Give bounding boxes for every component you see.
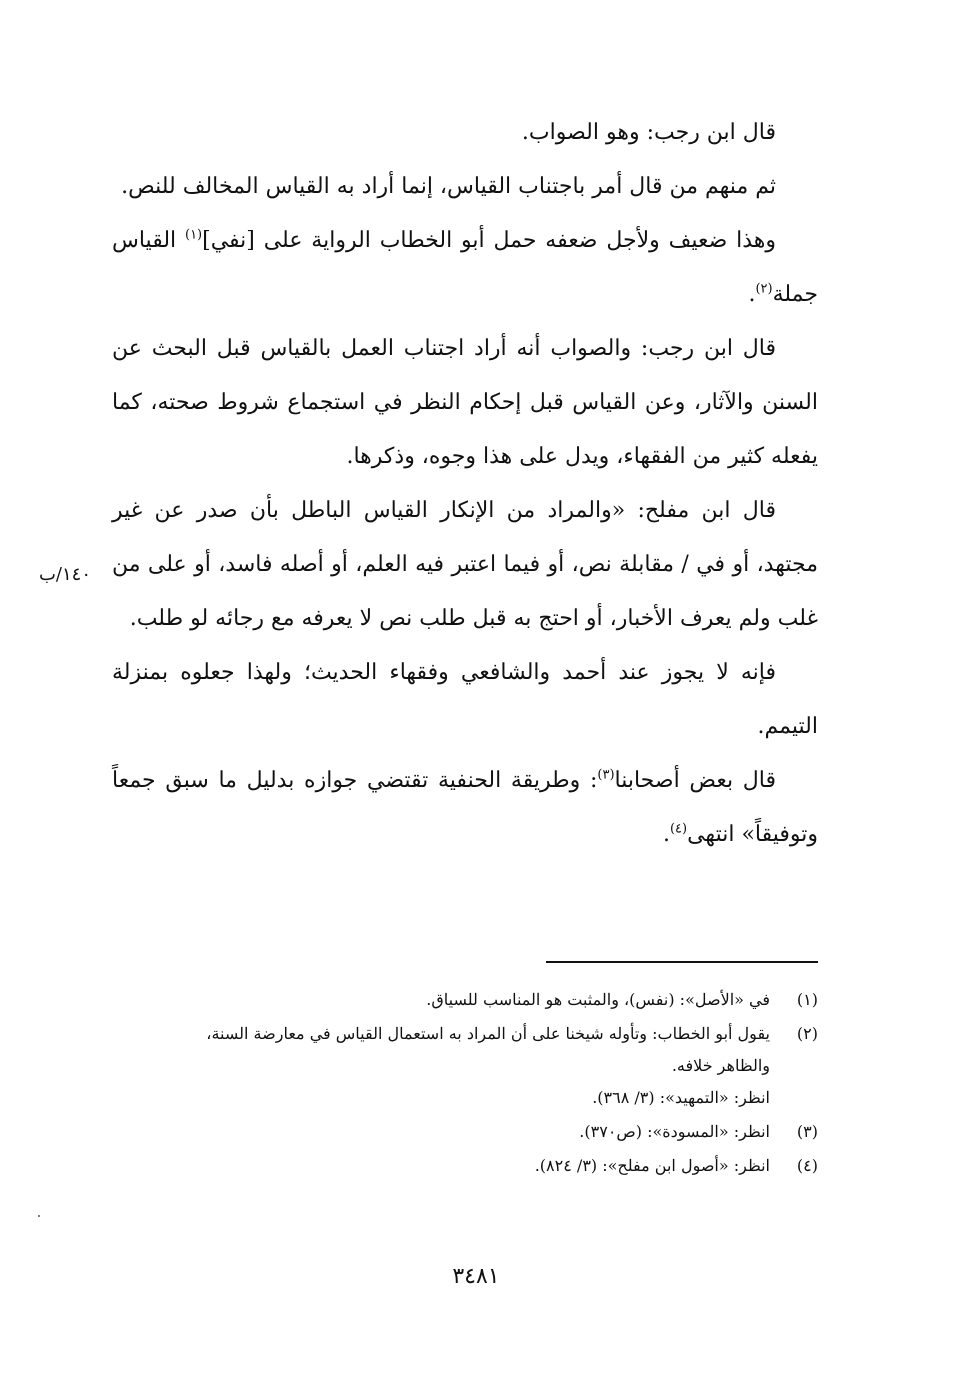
footnote-marker: (٢): [755, 281, 773, 297]
paragraph-text: قال ابن مفلح: «والمراد من الإنكار القياس الباطل بأن صدر عن غير مجتهد، أو في / مقابلة نص، أو فيما اعتبر فيه العلم، أو أصله فاسد، أو على من غلب ولم يعرف الأخبار، أو احتج به قبل طلب نص لا يعرفه مع رجائه لو طلب.: [112, 498, 818, 631]
footnote-line: في «الأصل»: (نفس)، والمثبت هو المناسب للسياق.: [426, 990, 770, 1009]
paragraph-6: [112, 646, 818, 754]
footnote-3: [112, 1116, 818, 1148]
footnote-number: (٢): [796, 1024, 818, 1043]
paragraph-text: القياس جملة: [112, 228, 818, 307]
footnotes: [112, 984, 818, 1184]
footnote-text: [112, 1018, 770, 1114]
main-text: [112, 106, 818, 862]
page-number: ٣٤٨١: [452, 1264, 500, 1289]
footnote-number: (٣): [796, 1122, 818, 1141]
footnote-line: يقول أبو الخطاب: وتأوله شيخنا على أن المراد به استعمال القياس في معارضة السنة،: [206, 1024, 770, 1043]
footnote-line: انظر: «أصول ابن مفلح»: (٣/ ٨٢٤).: [534, 1156, 770, 1175]
paragraph-text: .: [662, 822, 670, 847]
paragraph-7: [112, 754, 818, 862]
footnote-number: (١): [796, 990, 818, 1009]
footnote-number: (٤): [796, 1156, 818, 1175]
footnote-text: [112, 1116, 770, 1148]
footnote-text: [112, 984, 770, 1016]
footnote-line: انظر: «التمهيد»: (٣/ ٣٦٨).: [592, 1088, 770, 1107]
paragraph-2: [112, 160, 818, 214]
paragraph-text: : وطريقة الحنفية تقتضي جوازه بدليل ما سبق جمعاً وتوفيقاً» انتهى: [112, 768, 818, 847]
paragraph-text: قال ابن رجب: والصواب أنه أراد اجتناب العمل بالقياس قبل البحث عن السنن والآثار، وعن القياس قبل إحكام النظر في استجماع شروط صحته، كما يفعله كثير من الفقهاء، ويدل على هذا وجوه، وذكرها.: [112, 336, 818, 469]
manuscript-folio-note: ١٤٠/ب: [38, 564, 92, 585]
paragraph-4: [112, 322, 818, 484]
paragraph-5: [112, 484, 818, 646]
footnote-text: [112, 1150, 770, 1182]
paragraph-text: وهذا ضعيف ولأجل ضعفه حمل أبو الخطاب الرواية على [نفي]: [202, 228, 776, 253]
footnote-4: [112, 1150, 818, 1182]
footnote-marker: (٣): [597, 767, 615, 783]
footnote-line: والظاهر خلافه.: [671, 1056, 770, 1075]
paragraph-text: ثم منهم من قال أمر باجتناب القياس، إنما أراد به القياس المخالف للنص.: [121, 174, 776, 199]
footnote-marker: (١): [184, 227, 203, 243]
footnote-separator: [546, 961, 818, 963]
paragraph-text: قال بعض أصحابنا: [614, 768, 776, 793]
footnote-2: [112, 1018, 818, 1114]
paragraph-3: [112, 214, 818, 322]
paragraph-text: فإنه لا يجوز عند أحمد والشافعي وفقهاء الحديث؛ ولهذا جعلوه بمنزلة التيمم.: [112, 660, 818, 739]
footnote-marker: (٤): [669, 821, 688, 837]
paragraph-text: قال ابن رجب: وهو الصواب.: [521, 120, 776, 145]
footnote-line: انظر: «المسودة»: (ص٣٧٠).: [579, 1122, 770, 1141]
footnote-1: [112, 984, 818, 1016]
paragraph-1: [112, 106, 818, 160]
scan-speck: [38, 1215, 40, 1217]
paragraph-text: .: [748, 282, 756, 307]
